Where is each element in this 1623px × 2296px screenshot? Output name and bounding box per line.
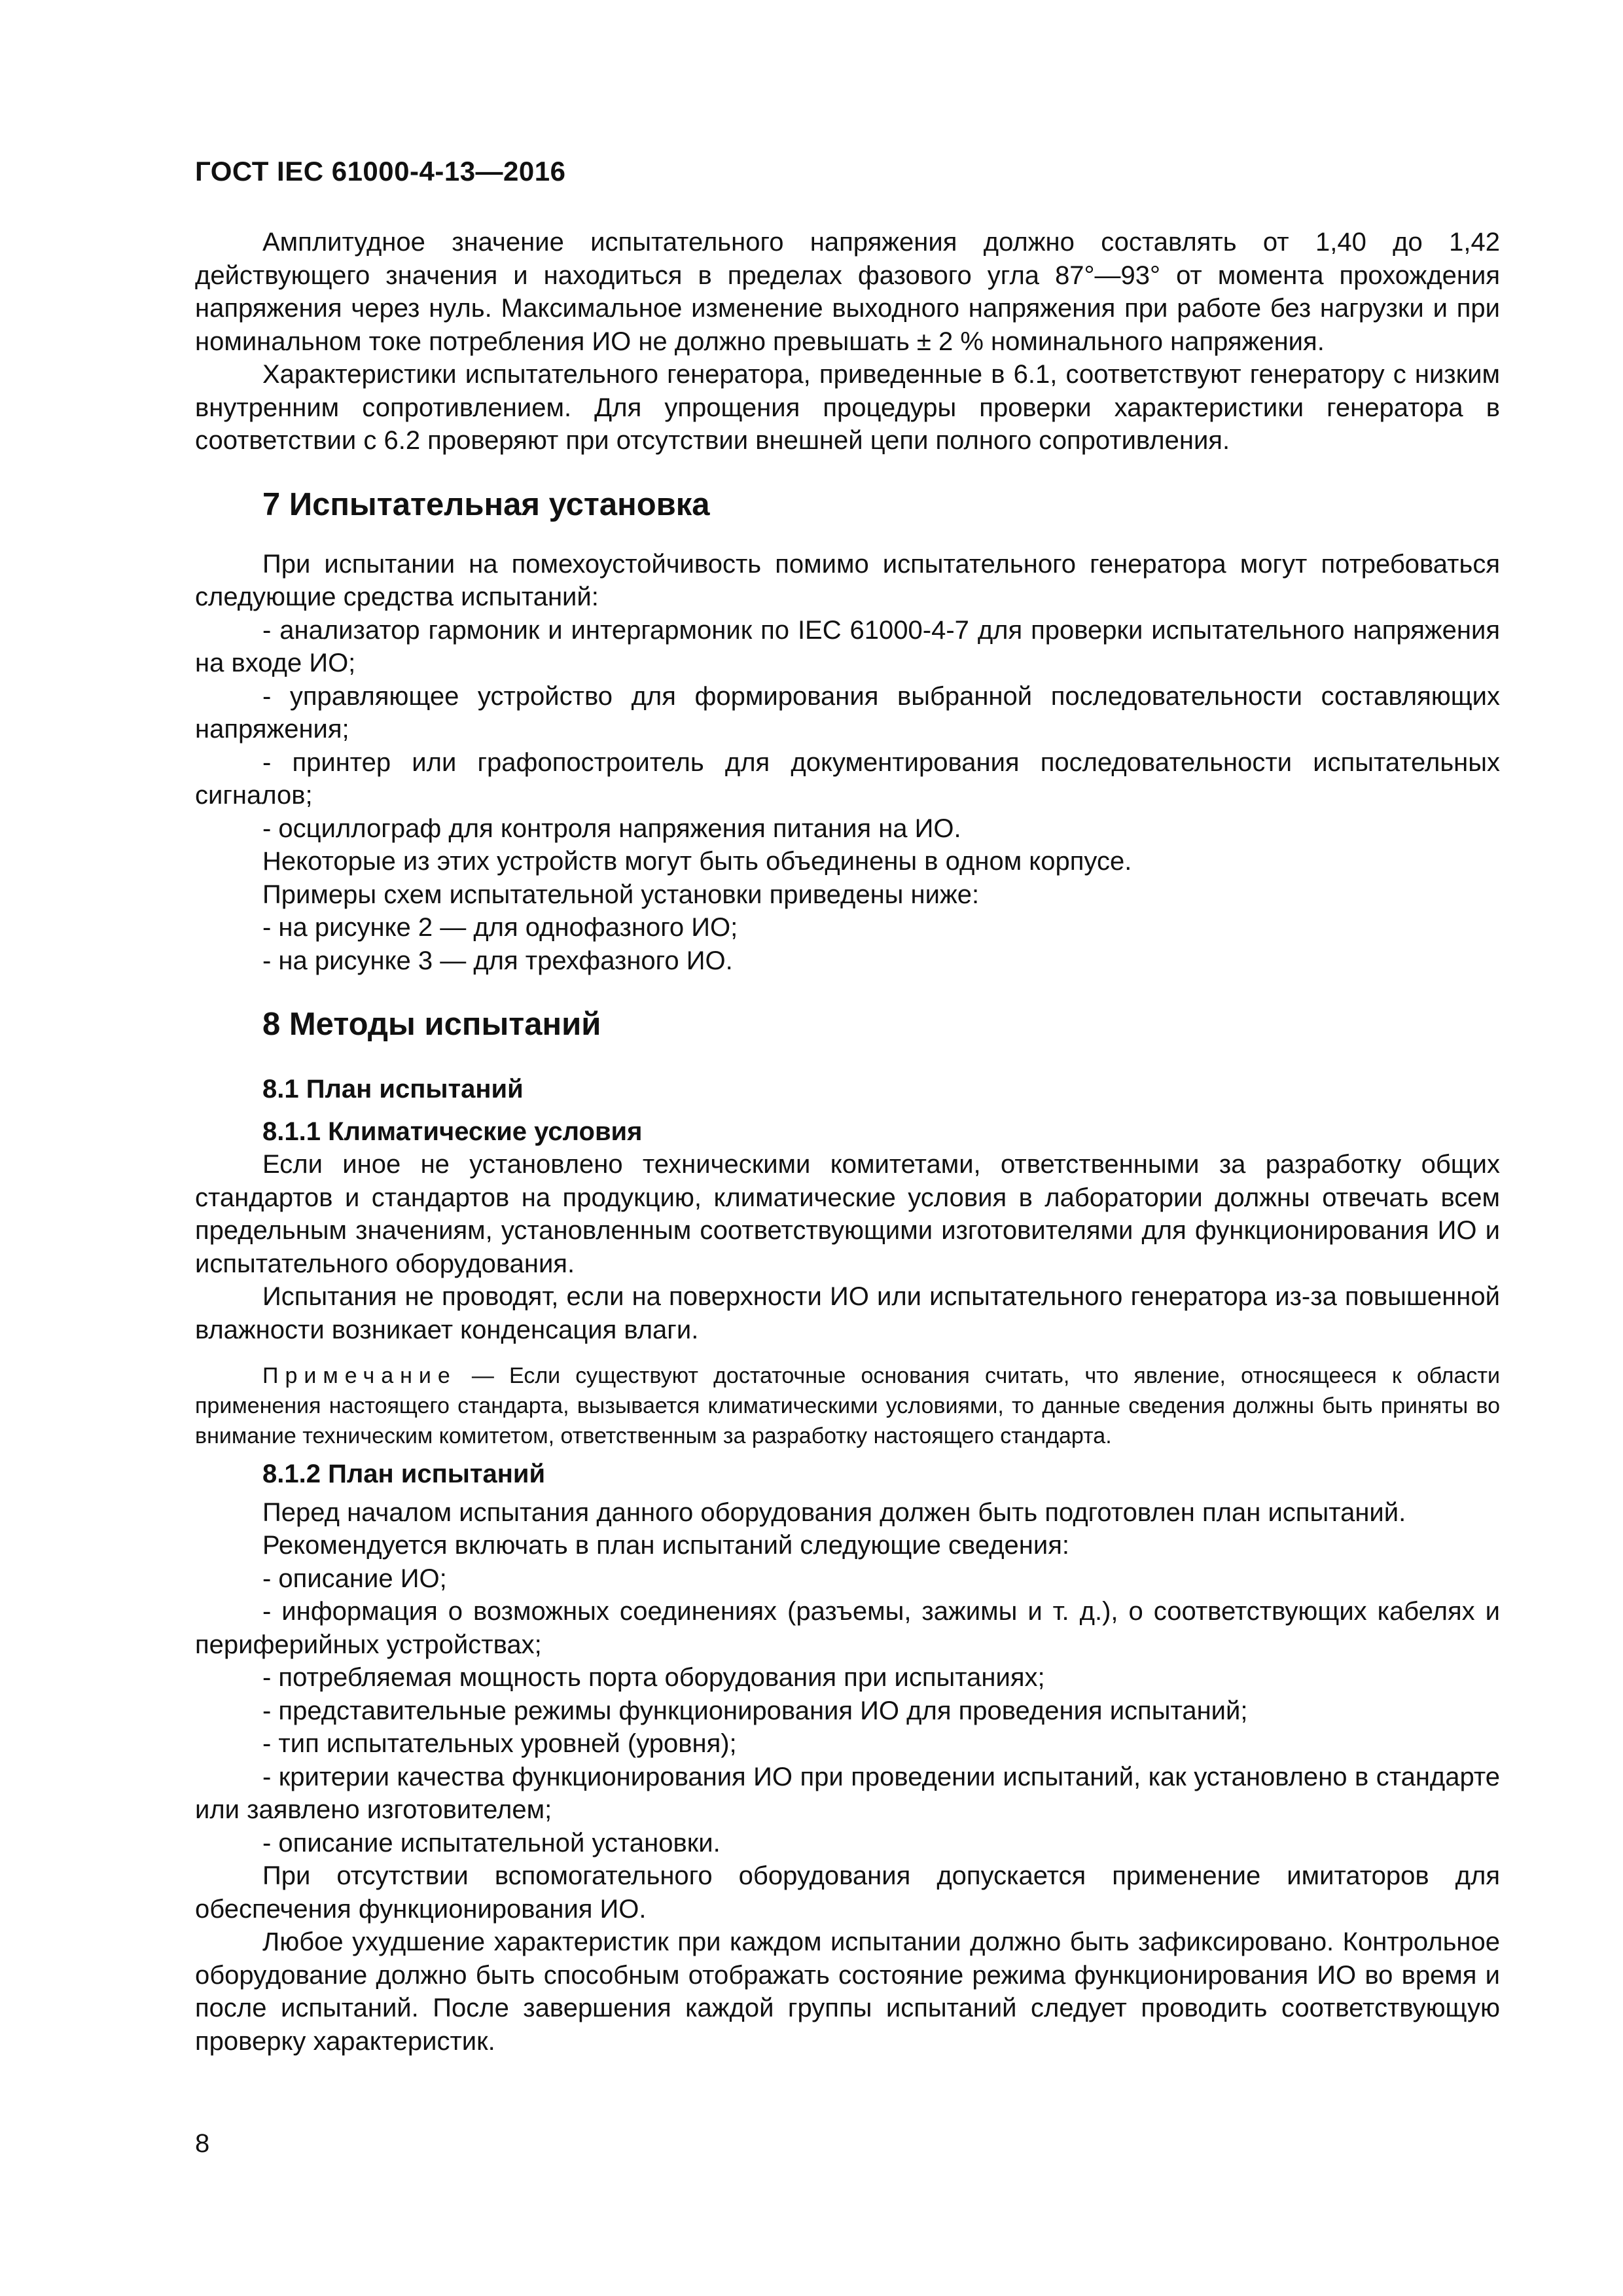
list-item: - потребляемая мощность порта оборудования при испытаниях; (262, 1663, 1045, 1692)
list-item: - анализатор гармоник и интергармоник по IEC 61000-4-7 для проверки испытательного напряжения на входе ИО; (195, 615, 1500, 677)
list-item: - описание испытательной установки. (262, 1828, 721, 1857)
note-text: — Если существуют достаточные основания считать, что явление, относящееся к области применения настоящего стандарта, вызывается климатическими условиями, то данные сведения должны быть приняты во внимание техническим комитетом, ответственным за разработку настоящего стандарта. (195, 1363, 1500, 1448)
list-item: - на рисунке 3 — для трехфазного ИО. (262, 946, 733, 975)
list-item: - информация о возможных соединениях (разъемы, зажимы и т. д.), о соответствующих кабелях и периферийных устройствах; (195, 1597, 1500, 1659)
section-7-intro: При испытании на помехоустойчивость помимо испытательного генератора могут потребоваться следующие средства испытаний: (195, 549, 1500, 611)
section-7-combined: Некоторые из этих устройств могут быть объединены в одном корпусе. (262, 847, 1132, 876)
note-label: Примечание (262, 1363, 457, 1388)
plan-paragraph-4: Любое ухудшение характеристик при каждом испытании должно быть зафиксировано. Контрольное оборудование должно быть способным отображать состояние режима функционирования ИО во время и после испытаний. После завершения каждой группы испытаний следует проводить соответствующую проверку характеристик. (195, 1928, 1500, 2056)
plan-paragraph-3: При отсутствии вспомогательного оборудования допускается применение имитаторов для обеспечения функционирования ИО. (195, 1861, 1500, 1924)
plan-paragraph-1: Перед началом испытания данного оборудования должен быть подготовлен план испытаний. (262, 1498, 1406, 1527)
note (195, 1361, 1500, 1451)
section-8-title: 8 Методы испытаний (262, 1007, 601, 1042)
paragraph-generator-characteristics: Характеристики испытательного генератора, приведенные в 6.1, соответствуют генератору с низким внутренним сопротивлением. Для упрощения процедуры проверки характеристики генератора в соответствии с 6.2 проверяют при отсутствии внешней цепи полного сопротивления. (195, 360, 1500, 455)
section-7-title: 7 Испытательная установка (262, 486, 710, 522)
list-item: - на рисунке 2 — для однофазного ИО; (262, 913, 738, 942)
climate-paragraph-1: Если иное не установлено техническими комитетами, ответственными за разработку общих стандартов и стандартов на продукцию, климатические условия в лаборатории должны отвечать всем предельным значениям, установленным соответствующими изготовителями для функционирования ИО и испытательного оборудования. (195, 1150, 1500, 1278)
subsection-8-1-1-title: 8.1.1 Климатические условия (262, 1117, 643, 1146)
subsection-8-1-title: 8.1 План испытаний (262, 1075, 524, 1103)
list-item: - тип испытательных уровней (уровня); (262, 1729, 737, 1758)
page-number: 8 (195, 2129, 210, 2158)
list-item: - осциллограф для контроля напряжения питания на ИО. (262, 814, 961, 843)
list-item: - управляющее устройство для формирования выбранной последовательности составляющих напряжения; (195, 681, 1500, 744)
list-item: - представительные режимы функционирования ИО для проведения испытаний; (262, 1696, 1248, 1725)
list-item: - критерии качества функционирования ИО при проведении испытаний, как установлено в стандарте или заявлено изготовителем; (195, 1762, 1500, 1824)
document-header: ГОСТ IEC 61000-4-13—2016 (195, 156, 566, 187)
paragraph-amplitude: Амплитудное значение испытательного напряжения должно составлять от 1,40 до 1,42 действующего значения и находиться в пределах фазового угла 87°—93° от момента прохождения напряжения через нуль. Максимальное изменение выходного напряжения при работе без нагрузки и при номинальном токе потребления ИО не должно превышать ± 2 % номинального напряжения. (195, 228, 1500, 356)
list-item: - принтер или графопостроитель для документирования последовательности испытательных сигналов; (195, 747, 1500, 810)
plan-paragraph-2: Рекомендуется включать в план испытаний следующие сведения: (262, 1531, 1069, 1560)
list-item: - описание ИО; (262, 1564, 447, 1593)
section-7-examples-intro: Примеры схем испытательной установки приведены ниже: (262, 880, 980, 909)
document-body (195, 226, 1500, 2058)
subsection-8-1-2-title: 8.1.2 План испытаний (262, 1460, 546, 1488)
climate-paragraph-2: Испытания не проводят, если на поверхности ИО или испытательного генератора из-за повышенной влажности возникает конденсация влаги. (195, 1282, 1500, 1344)
